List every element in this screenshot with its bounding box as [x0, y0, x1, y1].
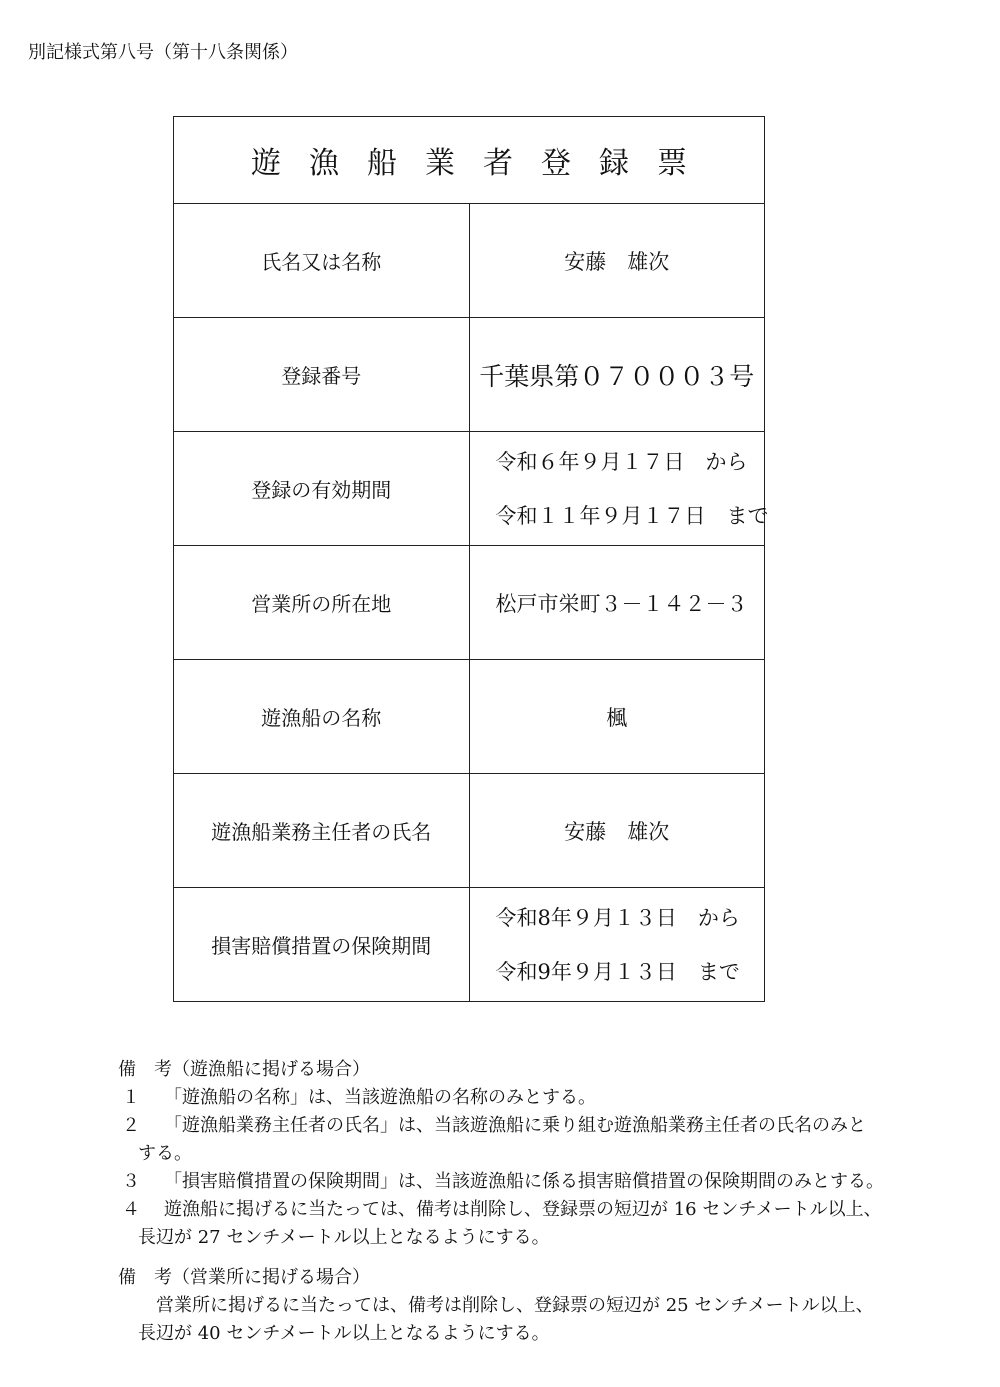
- notes-heading-boat: 備 考（遊漁船に掲げる場合）: [118, 1059, 370, 1080]
- office-address-label: 営業所の所在地: [174, 546, 470, 660]
- note-number: ３: [122, 1171, 140, 1192]
- insurance-period-label: 損害賠償措置の保険期間: [174, 888, 470, 1002]
- note-item: [118, 1168, 978, 1196]
- manager-name-label: 遊漁船業務主任者の氏名: [174, 774, 470, 888]
- table-title: 遊漁船業者登録票: [174, 117, 765, 204]
- registration-number-value: 千葉県第０７０００３号: [469, 318, 765, 432]
- note-text: 遊漁船に掲げるに当たっては、備考は削除し、登録票の短辺が 16 センチメートル以上、: [164, 1199, 882, 1220]
- office-address-value: 松戸市栄町３－１４２－３: [469, 546, 765, 660]
- note-continuation: 長辺が 27 センチメートル以上となるようにする。: [138, 1227, 550, 1248]
- note-continuation: する。: [138, 1143, 192, 1164]
- notes-gap: [118, 1252, 978, 1264]
- table-row: [174, 546, 765, 660]
- name-value: 安藤 雄次: [469, 204, 765, 318]
- insurance-period-end: 令和9年９月１３日 まで: [495, 959, 740, 984]
- table-row: [174, 888, 765, 1002]
- office-note-continuation: 長辺が 40 センチメートル以上となるようにする。: [138, 1323, 550, 1344]
- name-label: 氏名又は名称: [174, 204, 470, 318]
- note-text: 「損害賠償措置の保険期間」は、当該遊漁船に係る損害賠償措置の保険期間のみとする。: [164, 1171, 884, 1192]
- table-row: [174, 660, 765, 774]
- table-row: [174, 774, 765, 888]
- office-note-line: 営業所に掲げるに当たっては、備考は削除し、登録票の短辺が 25 センチメートル以上、: [156, 1295, 874, 1316]
- validity-period-label: 登録の有効期間: [174, 432, 470, 546]
- note-number: ４: [122, 1199, 140, 1220]
- table-row: [174, 318, 765, 432]
- form-label: 別記様式第八号（第十八条関係）: [28, 42, 298, 63]
- table-row: [174, 432, 765, 546]
- table-row: [174, 204, 765, 318]
- note-number: ２: [122, 1115, 140, 1136]
- note-number: １: [122, 1087, 140, 1108]
- registration-number-label: 登録番号: [174, 318, 470, 432]
- note-item: [118, 1084, 978, 1112]
- notes-section: [118, 1056, 978, 1348]
- note-text: 「遊漁船業務主任者の氏名」は、当該遊漁船に乗り組む遊漁船業務主任者の氏名のみと: [164, 1115, 866, 1136]
- validity-period-value: [469, 432, 769, 546]
- insurance-period-start: 令和8年９月１３日 から: [495, 905, 740, 930]
- boat-name-label: 遊漁船の名称: [174, 660, 470, 774]
- note-text: 「遊漁船の名称」は、当該遊漁船の名称のみとする。: [164, 1087, 596, 1108]
- validity-period-end: 令和１１年９月１７日 まで: [495, 503, 769, 528]
- note-item: [118, 1112, 978, 1140]
- note-item: [118, 1196, 978, 1224]
- validity-period-start: 令和６年９月１７日 から: [495, 449, 748, 474]
- registration-table: [173, 116, 769, 1002]
- manager-name-value: 安藤 雄次: [469, 774, 765, 888]
- boat-name-value: 楓: [469, 660, 765, 774]
- notes-heading-office: 備 考（営業所に掲げる場合）: [118, 1267, 370, 1288]
- insurance-period-value: [469, 888, 765, 1002]
